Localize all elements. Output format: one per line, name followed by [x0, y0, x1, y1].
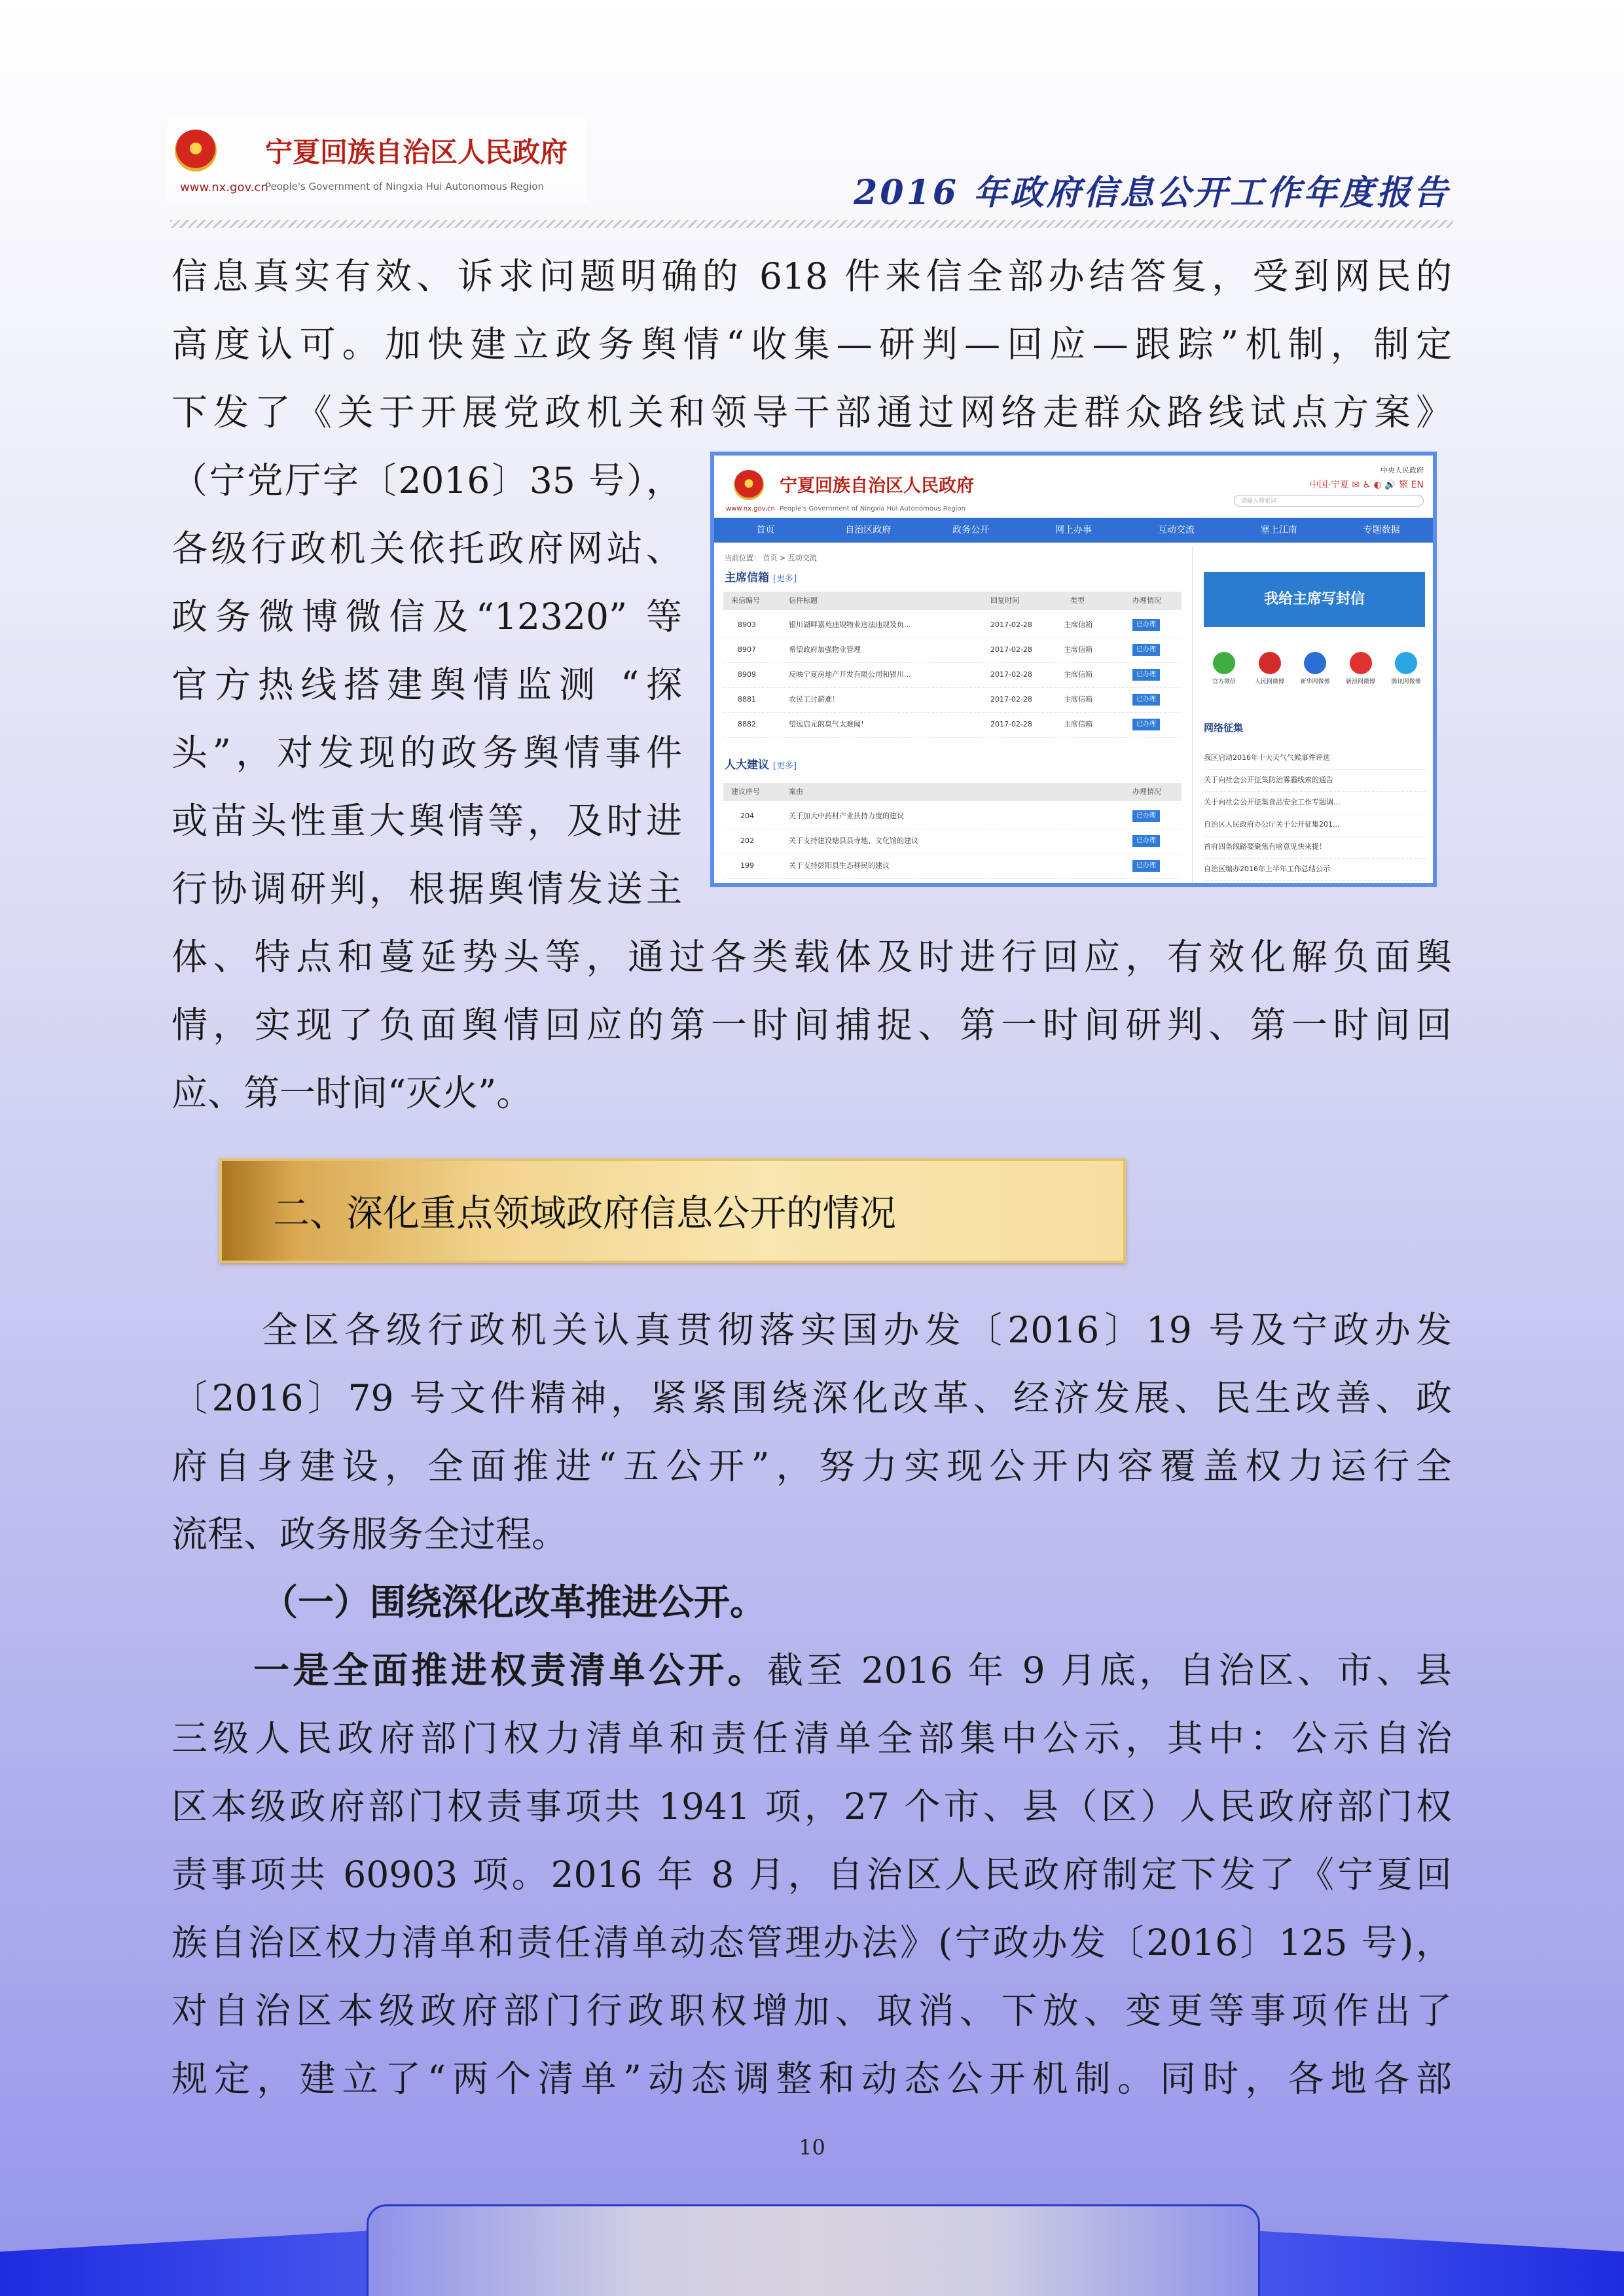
- footer-decoration-right: [1231, 2222, 1624, 2296]
- proposals-heading: 人大建议 [更多]: [725, 759, 797, 772]
- tencent-weibo-icon: [1395, 652, 1417, 674]
- nav-online-services[interactable]: 网上办事: [1055, 525, 1092, 535]
- collection-heading: 网络征集: [1204, 722, 1244, 734]
- wechat-icon: [1213, 652, 1235, 674]
- text-line: 行协调研判，根据舆情发送主: [171, 868, 682, 910]
- social-xinhua-weibo[interactable]: 新华网微博: [1295, 652, 1335, 685]
- table-row[interactable]: 204 关于加大中药材产业扶持力度的建议 已办理: [723, 804, 1182, 829]
- table-row[interactable]: 202 关于支持建设塘县县寺地、文化馆的建议 已办理: [723, 829, 1182, 854]
- social-links: [1204, 652, 1426, 685]
- status-badge: 已办理: [1132, 719, 1160, 730]
- list-item[interactable]: 关于向社会公开征集食品安全工作专题调...: [1204, 791, 1426, 814]
- page-number: 10: [799, 2135, 825, 2160]
- main-nav: [714, 518, 1433, 543]
- text-line: 各级行政机关依托政府网站、: [171, 528, 682, 569]
- table-row[interactable]: 8881 农民工讨薪难！ 2017-02-28 主席信箱 已办理: [723, 687, 1182, 713]
- status-badge: 已办理: [1132, 669, 1160, 681]
- site-logo: [167, 118, 586, 203]
- status-badge: 已办理: [1132, 860, 1160, 872]
- text-line: 全区各级行政机关认真贯彻落实国办发〔2016〕19 号及宁政办发: [262, 1309, 1452, 1351]
- people-weibo-icon: [1259, 652, 1281, 674]
- table-row[interactable]: 8909 反映宁夏房地产开发有限公司和银川... 2017-02-28 主席信箱 已办理: [723, 662, 1182, 688]
- central-gov-link[interactable]: 中央人民政府: [1380, 466, 1424, 475]
- search-input[interactable]: 请输入搜索词: [1234, 495, 1424, 507]
- table-row[interactable]: 8903 银川湖畔嘉苑违规物业违法违规及负... 2017-02-28 主席信箱 已办理: [723, 613, 1182, 638]
- emblem-icon: [734, 470, 764, 500]
- list-item[interactable]: 自治区人民政府办公厅关于公开征集201...: [1204, 814, 1426, 836]
- status-badge: 已办理: [1132, 810, 1160, 822]
- text-line: 区本级政府部门权责事项共 1941 项，27 个市、县（区）人民政府部门权: [171, 1785, 1452, 1827]
- text-line: 三级人民政府部门权力清单和责任清单全部集中公示，其中：公示自治: [171, 1717, 1452, 1759]
- text-line: 或苗头性重大舆情等，及时进: [171, 800, 682, 842]
- text-line: 官方热线搭建舆情监测 “探: [171, 664, 682, 706]
- site-title: 宁夏回族自治区人民政府: [780, 476, 974, 496]
- site-url: www.nx.gov.cn: [726, 505, 775, 512]
- xinhua-weibo-icon: [1304, 652, 1326, 674]
- nav-government[interactable]: 自治区政府: [845, 525, 892, 535]
- report-title: 2016 年政府信息公开工作年度报告: [854, 173, 1450, 213]
- text-line: 头”，对发现的政务舆情事件: [171, 732, 682, 774]
- nav-home[interactable]: 首页: [756, 525, 775, 535]
- table-row[interactable]: 8907 希望政府加强物业管理 2017-02-28 主席信箱 已办理: [723, 637, 1182, 663]
- section-banner: [219, 1158, 1126, 1263]
- site-english-name: People's Government of Ningxia Hui Autonomous Region: [780, 505, 965, 512]
- logo-title: 宁夏回族自治区人民政府: [265, 136, 568, 168]
- status-badge: 已办理: [1132, 694, 1160, 706]
- logo-english-name: People's Government of Ningxia Hui Autonomous Region: [265, 181, 544, 192]
- breadcrumb: 当前位置： 首页 > 互动交流: [725, 554, 817, 562]
- social-people-weibo[interactable]: 人民网微博: [1250, 652, 1290, 685]
- text-line: 对自治区本级政府部门行政职权增加、取消、下放、变更等事项作出了: [171, 1990, 1452, 2032]
- text-line: 下发了《关于开展党政机关和领导干部通过网络走群众路线试点方案》: [171, 391, 1452, 433]
- text-line: 责事项共 60903 项。2016 年 8 月，自治区人民政府制定下发了《宁夏回: [171, 1854, 1452, 1895]
- list-item[interactable]: 自治区编办2016年上半年工作总结公示: [1204, 858, 1426, 881]
- footer-decoration-left: [0, 2222, 393, 2296]
- lead-phrase: 一是全面推进权责清单公开。: [253, 1649, 767, 1691]
- list-item[interactable]: 关于向社会公开征集防治雾霾线索的通告: [1204, 769, 1426, 792]
- social-wechat[interactable]: 官方微信: [1204, 652, 1244, 685]
- text-line: 体、特点和蔓延势头等，通过各类载体及时进行回应，有效化解负面舆: [171, 936, 1452, 978]
- toolbar-icons[interactable]: 中国·宁夏 ✉ ♿ ◐ 🔊 繁 EN: [1309, 480, 1424, 490]
- table-row[interactable]: 199 关于支持彭阳县生态移民的建议 已办理: [723, 853, 1182, 879]
- nav-interaction[interactable]: 互动交流: [1157, 525, 1195, 535]
- mailbox-more-link[interactable]: [更多]: [772, 574, 797, 584]
- text-line: 高度认可。加快建立政务舆情“收集—研判—回应—跟踪”机制，制定: [171, 323, 1452, 365]
- sina-weibo-icon: [1350, 652, 1372, 674]
- table-row[interactable]: 8882 望远启元的臭气太难闻！ 2017-02-28 主席信箱 已办理: [723, 712, 1182, 738]
- list-item[interactable]: 首府四条线路要聚焦有啥意见快来提！: [1204, 836, 1426, 859]
- subsection-heading: （一）围绕深化改革推进公开。: [262, 1581, 767, 1623]
- mailbox-heading: 主席信箱 [更多]: [725, 571, 797, 584]
- text-line: （宁党厅字〔2016〕35 号），: [171, 459, 682, 501]
- section-title: 二、深化重点领域政府信息公开的情况: [273, 1193, 896, 1235]
- social-sina-weibo[interactable]: 新浪网微博: [1341, 652, 1381, 685]
- text-line: 规定，建立了“两个清单”动态调整和动态公开机制。同时，各地各部: [171, 2058, 1452, 2100]
- footer-decoration-center: [367, 2204, 1260, 2296]
- social-tencent-weibo[interactable]: 腾讯网微博: [1386, 652, 1426, 685]
- text-line: 〔2016〕79 号文件精神，紧紧围绕深化改革、经济发展、民生改善、政: [171, 1377, 1452, 1419]
- text-line: 族自治区权力清单和责任清单动态管理办法》(宁政办发〔2016〕125 号)，: [171, 1922, 1452, 1964]
- nav-saishang[interactable]: 塞上江南: [1260, 525, 1297, 535]
- nav-topics[interactable]: 专题数据: [1363, 525, 1400, 535]
- nav-disclosure[interactable]: 政务公开: [952, 525, 990, 535]
- text-line: 府自身建设，全面推进“五公开”，努力实现公开内容覆盖权力运行全: [171, 1445, 1452, 1487]
- status-badge: 已办理: [1132, 835, 1160, 847]
- text-line: 应、第一时间“灭火”。: [171, 1072, 533, 1114]
- text-line: 信息真实有效、诉求问题明确的 618 件来信全部办结答复，受到网民的: [171, 255, 1452, 297]
- write-letter-button[interactable]: 我给主席写封信: [1204, 572, 1425, 627]
- text-line: 一是全面推进权责清单公开。截至 2016 年 9 月底，自治区、市、县: [253, 1649, 1452, 1691]
- list-item[interactable]: 我区启动2016年十大天气气候事件评选: [1204, 747, 1426, 770]
- mailbox-table-header: 来信编号 信件标题 回复时间 类型 办理情况: [723, 592, 1182, 610]
- header-divider: [170, 220, 1453, 228]
- logo-url: www.nx.gov.cn: [180, 181, 268, 194]
- column-divider: [1192, 547, 1193, 887]
- text-line: 流程、政务服务全过程。: [171, 1513, 568, 1555]
- text-line: 政务微博微信及“12320” 等: [171, 596, 682, 637]
- website-screenshot: [710, 452, 1437, 887]
- national-emblem-icon: [175, 130, 217, 171]
- text-line: 情，实现了负面舆情回应的第一时间捕捉、第一时间研判、第一时间回: [171, 1004, 1452, 1046]
- status-badge: 已办理: [1132, 619, 1160, 631]
- proposals-more-link[interactable]: [更多]: [772, 761, 797, 771]
- status-badge: 已办理: [1132, 644, 1160, 656]
- proposals-table-header: 建议序号 案由 办理情况: [723, 783, 1182, 801]
